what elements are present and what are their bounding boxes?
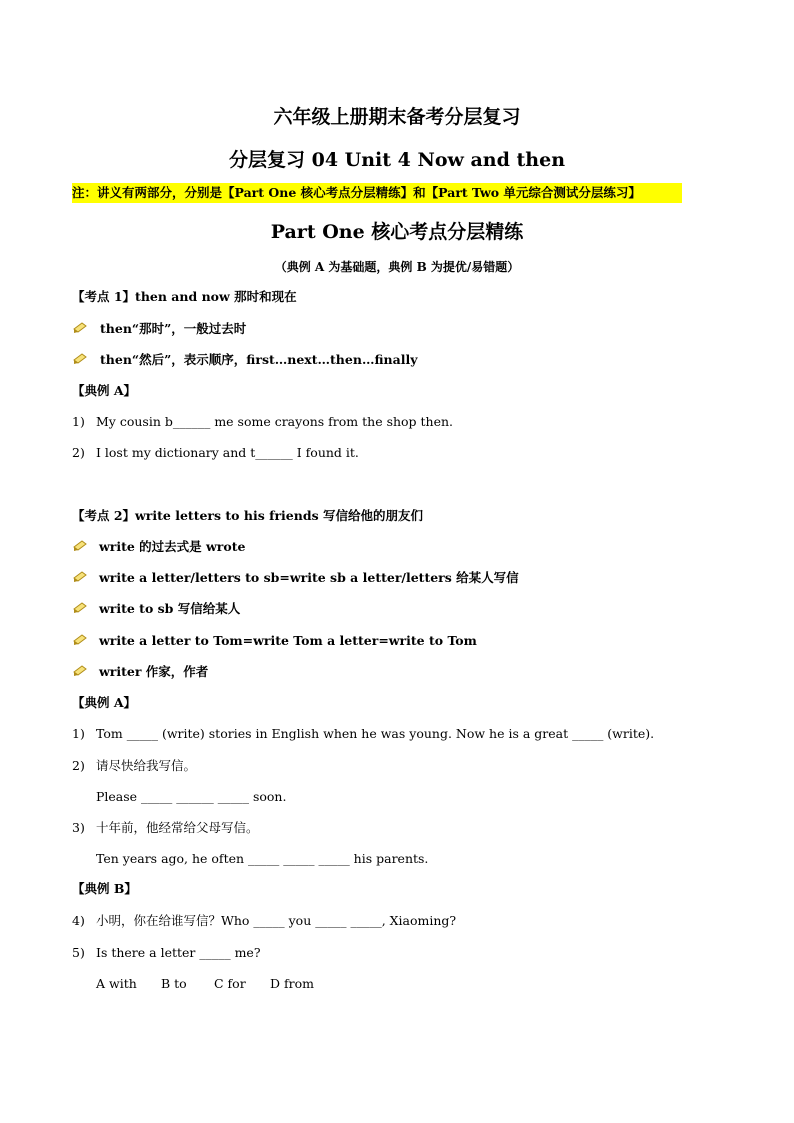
question-text: 小明，你在给谁写信？Who _____ you _____ _____, Xiaoming? (96, 913, 457, 928)
question-number: 2) (72, 445, 85, 460)
question-number: 2) (72, 758, 85, 773)
option-b: B to (161, 976, 187, 991)
part-one-subtitle: （典例 A 为基础题，典例 B 为提优/易错题） (274, 260, 520, 274)
question-text: 十年前，他经常给父母写信。 (96, 820, 259, 835)
document-subtitle: 分层复习 04 Unit 4 Now and then (228, 149, 566, 171)
question-number: 4) (72, 913, 85, 928)
pencil-bullet-icon (72, 351, 88, 367)
question-number: 5) (72, 945, 85, 960)
point2-bullet-1: write 的过去式是 wrote (99, 539, 246, 554)
point1-bullet-2: then“然后”，表示顺序，first…next…then…finally (100, 352, 418, 367)
pencil-bullet-icon (72, 569, 88, 585)
pencil-bullet-icon (72, 663, 88, 679)
pencil-bullet-icon (72, 538, 88, 554)
question-number: 1) (72, 726, 85, 741)
pencil-bullet-icon (72, 320, 88, 336)
example-a-label: 【典例 A】 (72, 383, 137, 398)
question-number: 1) (72, 414, 85, 429)
question-text: Tom _____ (write) stories in English when he was young. Now he is a great _____ (write). (96, 726, 655, 741)
answer-line: Ten years ago, he often _____ _____ _____ his parents. (96, 851, 429, 866)
question-text: I lost my dictionary and t______ I found it. (96, 445, 359, 460)
pencil-bullet-icon (72, 600, 88, 616)
question-text: My cousin b______ me some crayons from the shop then. (96, 414, 454, 429)
example-a-label: 【典例 A】 (72, 695, 137, 710)
option-d: D from (270, 976, 314, 991)
question-text: Is there a letter _____ me? (96, 945, 261, 960)
point2-bullet-5: writer 作家，作者 (99, 664, 209, 679)
point2-bullet-2: write a letter/letters to sb=write sb a letter/letters 给某人写信 (99, 570, 519, 585)
answer-line: Please _____ ______ _____ soon. (96, 789, 287, 804)
question-text: 请尽快给我写信。 (96, 758, 197, 773)
point2-heading: 【考点 2】write letters to his friends 写信给他的朋友们 (72, 508, 423, 523)
question-number: 3) (72, 820, 85, 835)
example-b-label: 【典例 B】 (72, 881, 137, 896)
pencil-bullet-icon (72, 632, 88, 648)
document-title: 六年级上册期末备考分层复习 (273, 106, 521, 128)
part-one-title: Part One 核心考点分层精练 (270, 221, 524, 243)
point2-bullet-3: write to sb 写信给某人 (99, 601, 241, 616)
point1-bullet-1: then“那时”，一般过去时 (100, 321, 247, 336)
point1-heading: 【考点 1】then and now 那时和现在 (72, 289, 297, 304)
option-c: C for (214, 976, 246, 991)
option-a: A with (96, 976, 137, 991)
highlighted-note: 注：讲义有两部分，分别是【Part One 核心考点分层精练】和【Part Two 单元综合测试分层练习】 (72, 183, 682, 203)
point2-bullet-4: write a letter to Tom=write Tom a letter=write to Tom (99, 633, 477, 648)
